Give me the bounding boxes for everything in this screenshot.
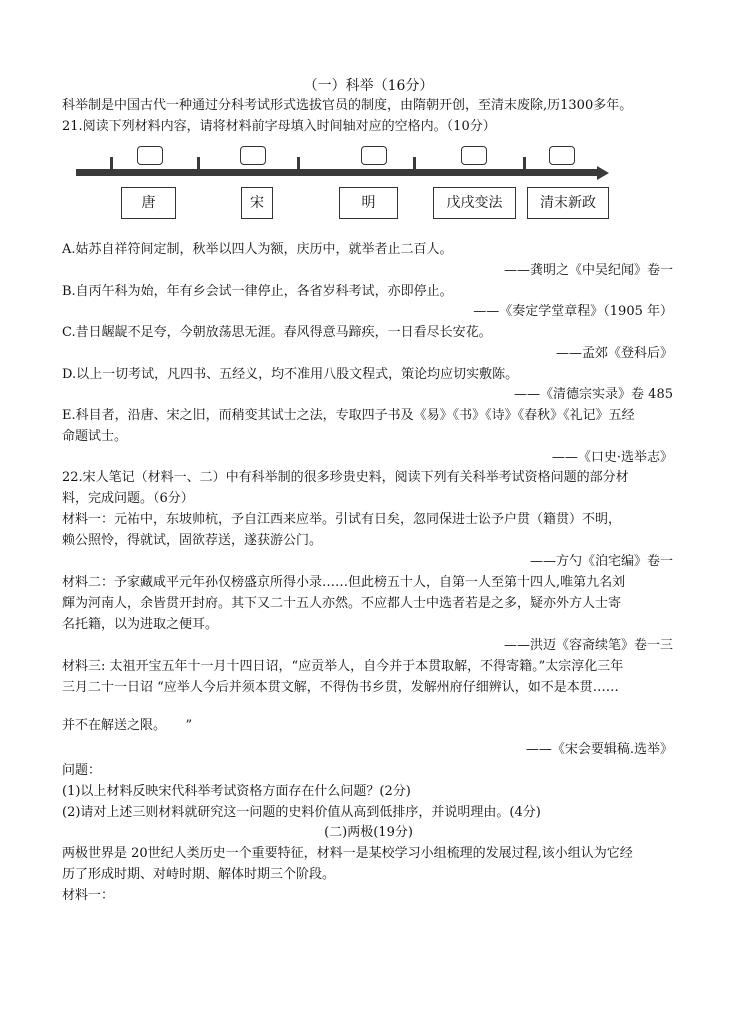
material-b: B.自丙午科为始，年有乡会试一律停止，各省岁科考试，亦即停止。 — [62, 284, 453, 299]
answer-slot-4[interactable] — [461, 146, 487, 165]
timeline-tick — [110, 157, 113, 169]
q22-material1-line2: 赖公照怜，得就试，固欲荐送，遂获游公门。 — [62, 533, 323, 548]
timeline-tick — [297, 157, 300, 169]
era-box-qingmo: 清末新政 — [527, 187, 609, 219]
q22-material2-source: ——洪迈《容斋续笔》卷一三 — [503, 638, 673, 653]
timeline-arrow-icon — [597, 166, 609, 180]
answer-slot-5[interactable] — [549, 146, 575, 165]
questions-label: 问题： — [62, 763, 102, 778]
q22-material2-line3: 名托籍，以为进取之便耳。 — [62, 617, 219, 632]
answer-slot-1[interactable] — [137, 146, 163, 165]
timeline-tick — [197, 157, 200, 169]
question-2: (2)请对上述三则材料就研究这一问题的史料价值从高到低排序，并说明理由。(4分) — [62, 805, 541, 820]
timeline-tick — [523, 157, 526, 169]
timeline-tick — [413, 157, 416, 169]
era-box-tang: 唐 — [121, 187, 176, 219]
material-a-source: ——龚明之《中吴纪闻》卷一 — [503, 263, 673, 278]
q22-material2-line1: 材料二：予家藏咸平元年孙仅榜盛京所得小录……但此榜五十人，自第一人至第十四人,唯第九名刘 — [62, 575, 626, 590]
q22-material3-line1: 材料三: 太祖开宝五年十一月十四日诏，“应贡举人，自今并于本贯取解，不得寄籍。”太宗淳化三年 — [62, 659, 624, 674]
q22-intro-line2: 料，完成问题。（6分） — [62, 491, 194, 506]
section2-paragraph-line1: 两极世界是 20世纪人类历史一个重要特征，材料一是某校学习小组梳理的发展过程,该小组认为它经 — [62, 846, 633, 861]
answer-slot-3[interactable] — [361, 146, 387, 165]
section1-title: （一）科举（16分） — [303, 78, 434, 94]
material-b-source: ——《奏定学堂章程》（1905 年） — [473, 304, 673, 319]
q22-material3-source: ——《宋会要辑稿.选举》 — [525, 742, 673, 757]
material-e-source: ——《口史·选举志》 — [551, 450, 673, 465]
material-c-source: ——孟郊《登科后》 — [555, 346, 673, 361]
era-box-song: 宋 — [241, 187, 273, 219]
era-box-ming: 明 — [339, 187, 398, 219]
question-1: (1)以上材料反映宋代科举考试资格方面存在什么问题？(2分) — [62, 784, 411, 799]
material-a: A.姑苏自祥符间定制，秋举以四人为额，庆历中，就举者止二百人。 — [62, 242, 453, 257]
era-box-wuxu: 戊戌变法 — [433, 187, 516, 219]
section2-title: (二)两极(19分) — [324, 825, 413, 840]
timeline-axis — [76, 169, 599, 176]
section2-paragraph-line2: 历了形成时期、对峙时期、解体时期三个阶段。 — [62, 867, 336, 882]
material-c: C.昔日龌龊不足夸，今朝放荡思无涯。春风得意马蹄疾，一日看尽长安花。 — [62, 325, 492, 340]
q22-material3-line2: 三月二十一日诏 “应举人今后并须本贯文解，不得伪书乡贯，发解州府仔细辨认，如不是本贯…… — [62, 680, 619, 695]
material-e-line2: 命题试士。 — [62, 429, 128, 444]
material-d-source: ——《清德宗实录》卷 485 — [514, 387, 673, 402]
material-d: D.以上一切考试，凡四书、五经义，均不准用八股文程式，策论均应切实敷陈。 — [62, 367, 519, 382]
q22-intro-line1: 22.宋人笔记（材料一、二）中有科举制的很多珍贵史料，阅读下列有关科举考试资格问题的部分材 — [62, 470, 629, 485]
q22-material2-line2: 輝为河南人，余皆贯开封府。其下又二十五人亦然。不应都人士中选者若是之多，疑亦外方人士寄 — [62, 596, 622, 611]
q22-material3-line3: 并不在解送之限。 ” — [62, 718, 193, 733]
section2-material1-label: 材料一： — [62, 888, 115, 903]
q22-material1-line1: 材料一：元祐中，东坡帅杭，予自江西来应举。引试有日矣，忽同保进士讼予户贯（籍贯）不明， — [62, 512, 622, 527]
material-e-line1: E.科目者，沿唐、宋之旧，而稍变其试士之法，专取四子书及《易》《书》《诗》《春秋》《礼记》五经 — [62, 408, 635, 423]
answer-slot-2[interactable] — [240, 146, 266, 165]
intro-paragraph: 科举制是中国古代一种通过分科考试形式选拔官员的制度，由隋朝开创，至清末废除,历1300多年。 — [62, 98, 633, 113]
q21-prompt: 21.阅读下列材料内容，请将材料前字母填入时间轴对应的空格内。（10分） — [62, 119, 496, 134]
q22-material1-source: ——方勺《泊宅编》卷一 — [529, 554, 673, 569]
